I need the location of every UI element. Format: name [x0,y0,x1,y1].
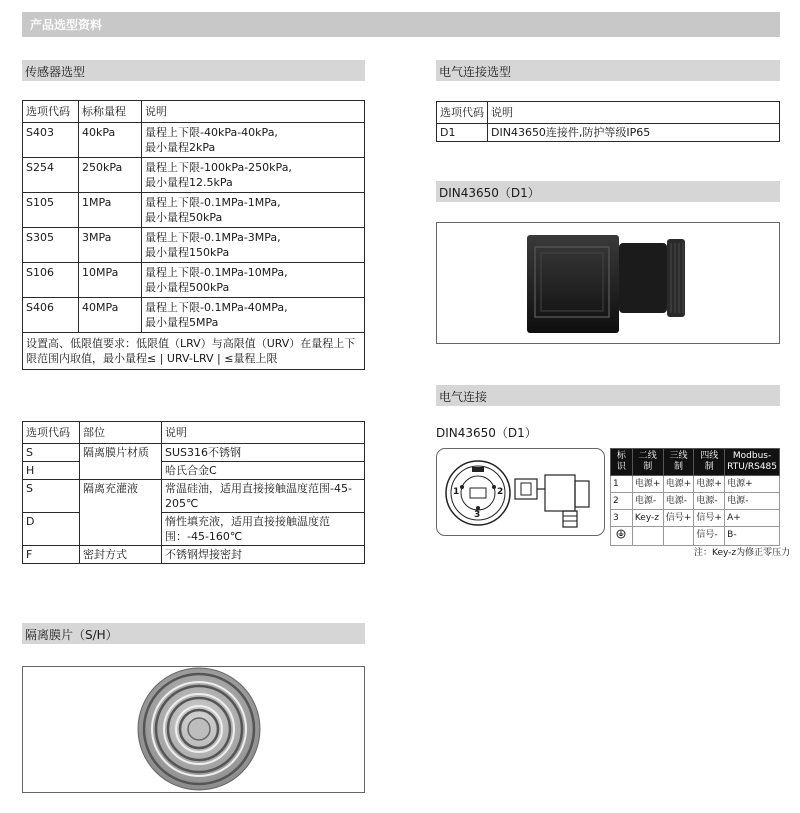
pin-layout-icon [437,449,606,537]
pin-id: 3 [611,510,633,527]
table-row [23,193,365,228]
table-row [23,480,365,513]
wiring-cell: 电源+ [632,476,663,493]
din-diagram-subtitle: DIN43650（D1） [436,426,537,440]
wiring-cell: A+ [725,510,780,527]
wiring-cell: 电源+ [663,476,694,493]
pin-id: 2 [611,493,633,510]
table-row [611,493,780,510]
pin-label-3: 3 [474,510,481,520]
wiring-cell [632,527,663,546]
part-description: 惰性填充液，适用直接接触温度范围：-45-160℃ [162,513,365,546]
wiring-cell [663,527,694,546]
option-code: S106 [23,263,79,298]
part-name: 密封方式 [80,546,162,564]
diaphragm-title: 隔离膜片（S/H） [22,623,365,644]
table-row [23,228,365,263]
wiring-cell: 电源- [725,493,780,510]
option-code: F [23,546,80,564]
option-code: S254 [23,158,79,193]
column-header: 选项代码 [23,101,79,123]
table-header-row [23,101,365,123]
part-description: SUS316不锈钢 [162,444,365,462]
table-row [23,158,365,193]
part-name: 隔离充灌液 [80,480,162,546]
option-code: D [23,513,80,546]
column-header: 三线制 [663,449,694,476]
table-header-row [437,102,780,124]
part-description: 不锈钢焊接密封 [162,546,365,564]
nominal-range: 250kPa [79,158,142,193]
wiring-cell: 电源- [663,493,694,510]
nominal-range: 10MPa [79,263,142,298]
column-header: 四线制 [694,449,725,476]
table-footnote-row [23,333,365,370]
range-description: 量程上下限-0.1MPa-3MPa, 最小量程150kPa [142,228,365,263]
column-header: 说明 [488,102,780,124]
wiring-table [610,448,780,546]
table-row [611,510,780,527]
wiring-cell: 电源+ [725,476,780,493]
column-header: 部位 [80,422,162,444]
column-header: Modbus-RTU/RS485 [725,449,780,476]
column-header: 选项代码 [437,102,488,124]
nominal-range: 3MPa [79,228,142,263]
table-header-row [23,422,365,444]
option-code: D1 [437,124,488,142]
table-row [23,546,365,564]
range-description: 量程上下限-0.1MPa-40MPa, 最小量程5MPa [142,298,365,333]
table-row [23,298,365,333]
pin-id: 1 [611,476,633,493]
nominal-range: 1MPa [79,193,142,228]
table-row [437,124,780,142]
wiring-cell: 电源- [694,493,725,510]
column-header: 说明 [162,422,365,444]
part-description: 常温硅油，适用直接接触温度范围-45-205℃ [162,480,365,513]
column-header: 选项代码 [23,422,80,444]
range-description: 量程上下限-0.1MPa-10MPa, 最小量程500kPa [142,263,365,298]
table-row [611,476,780,493]
range-footnote: 设置高、低限值要求：低限值（LRV）与高限值（URV）在量程上下限范围内取值，最小量程≤ | URV-LRV | ≤量程上限 [23,333,365,370]
sensor-selection-table [22,100,365,370]
page-title: 产品选型资料 [30,18,103,32]
column-header: 标识 [611,449,633,476]
table-row [23,123,365,158]
wiring-cell: 信号+ [663,510,694,527]
diaphragm-icon [23,667,366,794]
nominal-range: 40MPa [79,298,142,333]
electrical-selection-table [436,101,780,142]
wiring-cell: 电源+ [694,476,725,493]
ground-icon [611,527,633,546]
option-code: H [23,462,80,480]
wiring-cell: 信号- [694,527,725,546]
part-description: 哈氏合金C [162,462,365,480]
table-row [23,462,365,480]
range-description: 量程上下限-40kPa-40kPa, 最小量程2kPa [142,123,365,158]
table-header-row [611,449,780,476]
column-header: 标称量程 [79,101,142,123]
sensor-selection-title: 传感器选型 [22,60,365,81]
option-code: S105 [23,193,79,228]
option-code: S305 [23,228,79,263]
wiring-cell: Key-z [632,510,663,527]
diaphragm-image-frame [22,666,365,793]
pin-label-1: 1 [453,487,460,497]
option-code: S403 [23,123,79,158]
option-code: S406 [23,298,79,333]
column-header: 二线制 [632,449,663,476]
wiring-cell: 电源- [632,493,663,510]
range-description: 量程上下限-0.1MPa-1MPa, 最小量程50kPa [142,193,365,228]
material-table [22,421,365,564]
connector-description: DIN43650连接件,防护等级IP65 [488,124,780,142]
din-image-title: DIN43650（D1） [436,181,780,202]
table-row [23,263,365,298]
din-connector-image-frame [436,222,780,344]
wiring-note: 注：Key-z为修正零压力 [694,548,791,558]
wiring-cell: 信号+ [694,510,725,527]
column-header: 说明 [142,101,365,123]
electrical-selection-title: 电气连接选型 [436,60,780,81]
nominal-range: 40kPa [79,123,142,158]
table-row [23,513,365,546]
header-bar [22,12,780,37]
table-row [611,527,780,546]
range-description: 量程上下限-100kPa-250kPa, 最小量程12.5kPa [142,158,365,193]
pin-label-2: 2 [497,487,504,497]
din-connector-icon [437,223,781,345]
option-code: S [23,480,80,513]
wiring-diagram-frame [436,448,605,536]
option-code: S [23,444,80,462]
part-name: 隔离膜片材质 [80,444,162,480]
wiring-cell: B- [725,527,780,546]
electrical-connection-title: 电气连接 [436,385,780,406]
table-row [23,444,365,462]
